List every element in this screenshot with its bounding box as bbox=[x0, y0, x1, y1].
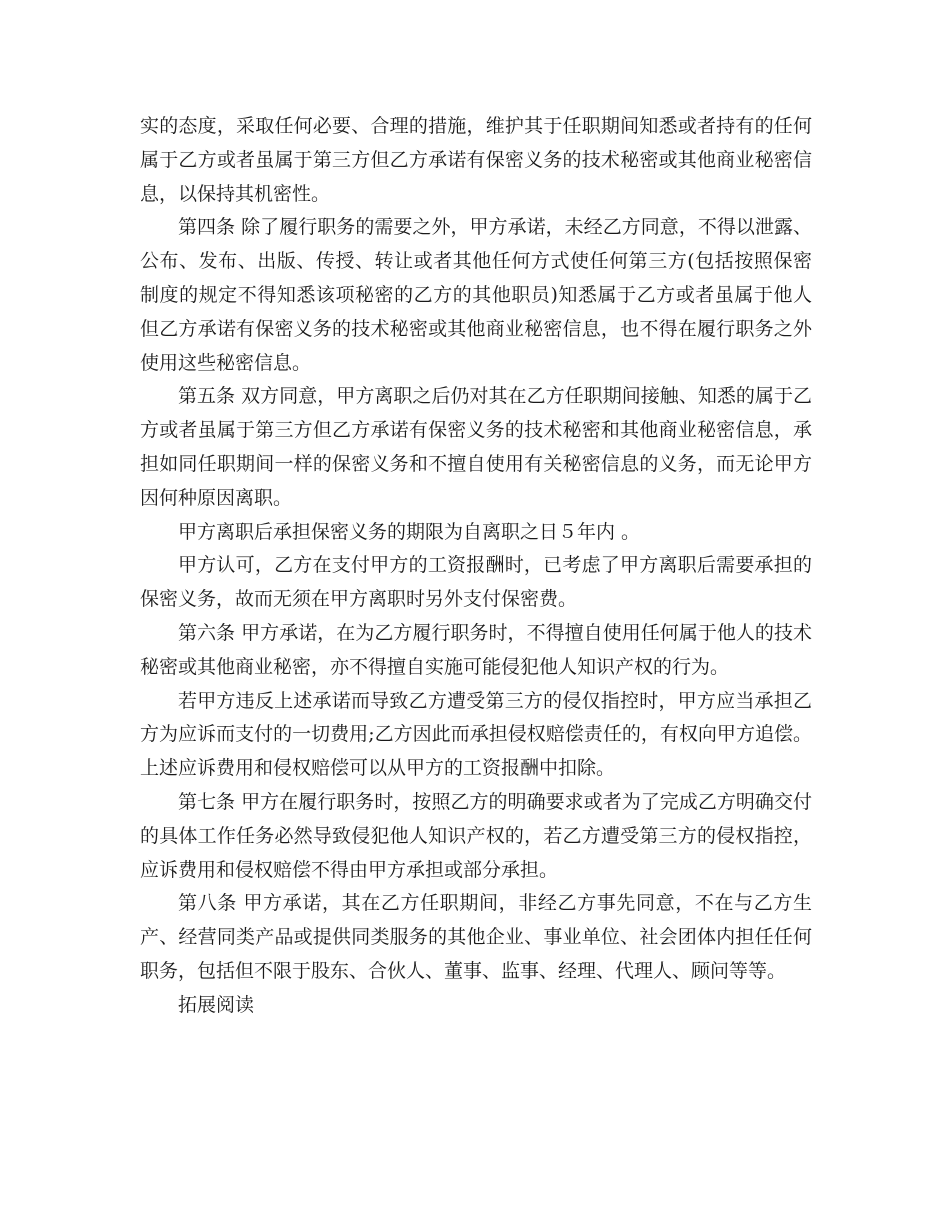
paragraph-article-4: 第四条 除了履行职务的需要之外，甲方承诺，未经乙方同意，不得以泄露、公布、发布、出版、传授、转让或者其他任何方式使任何第三方(包括按照保密制度的规定不得知悉该项秘密的乙方的其他职员)知悉属于乙方或者虽属于他人但乙方承诺有保密义务的技术秘密或其他商业秘密信息，也不得在履行职务之外使用这些秘密信息。 bbox=[140, 216, 812, 374]
paragraph-confidentiality-term: 甲方离职后承担保密义务的期限为自离职之日５年内 。 bbox=[178, 520, 641, 543]
paragraph-confidentiality-fee: 甲方认可，乙方在支付甲方的工资报酬时，已考虑了甲方离职后需要承担的保密义务，故而无须在甲方离职时另外支付保密费。 bbox=[140, 554, 812, 611]
paragraph-infringement-liability: 若甲方违反上述承诺而导致乙方遭受第三方的侵仅指控时，甲方应当承担乙方为应诉而支付的一切费用;乙方因此而承担侵权赔偿责任的，有权向甲方追偿。上述应诉费用和侵权赔偿可以从甲方的工资报酬中扣除。 bbox=[140, 689, 812, 780]
paragraph-article-7: 第七条 甲方在履行职务时，按照乙方的明确要求或者为了完成乙方明确交付的具体工作任务必然导致侵犯他人知识产权的，若乙方遭受第三方的侵权指控，应诉费用和侵权赔偿不得由甲方承担或部分承担。 bbox=[140, 790, 812, 881]
document-body bbox=[140, 110, 812, 1023]
extended-reading-heading: 拓展阅读 bbox=[178, 993, 255, 1016]
paragraph-continuation: 实的态度，采取任何必要、合理的措施，维护其于任职期间知悉或者持有的任何属于乙方或者虽属于第三方但乙方承诺有保密义务的技术秘密或其他商业秘密信息，以保持其机密性。 bbox=[140, 115, 812, 205]
paragraph-article-6: 第六条 甲方承诺，在为乙方履行职务时，不得擅自使用任何属于他人的技术秘密或其他商业秘密，亦不得擅自实施可能侵犯他人知识产权的行为。 bbox=[140, 621, 812, 678]
paragraph-article-5: 第五条 双方同意，甲方离职之后仍对其在乙方任职期间接触、知悉的属于乙方或者虽属于第三方但乙方承诺有保密义务的技术秘密和其他商业秘密信息，承担如同任职期间一样的保密义务和不擅自使用有关秘密信息的义务，而无论甲方因何种原因离职。 bbox=[140, 385, 812, 509]
paragraph-article-8: 第八条 甲方承诺，其在乙方任职期间，非经乙方事先同意，不在与乙方生产、经营同类产品或提供同类服务的其他企业、事业单位、社会团体内担任任何职务，包括但不限于股东、合伙人、董事、监事、经理、代理人、顾问等等。 bbox=[140, 892, 812, 982]
